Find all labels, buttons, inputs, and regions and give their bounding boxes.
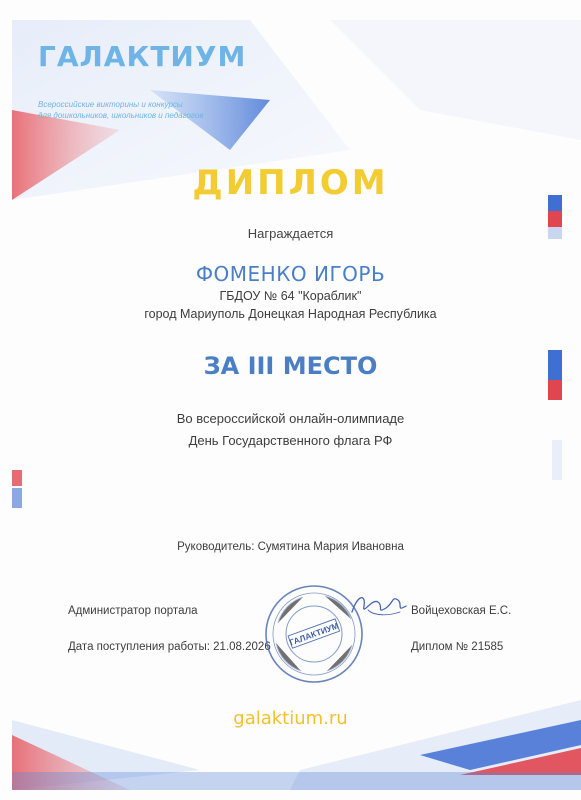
recipient-name: ФОМЕНКО ИГОРЬ [195,262,386,286]
website-link[interactable]: galaktium.ru [233,708,348,729]
recipient-organization: ГБДОУ № 64 "Кораблик" [219,289,362,303]
diploma-title: ДИПЛОМ [192,163,389,203]
admin-label: Администратор портала [68,605,198,617]
logo-subtitle-line1: Всероссийские викторины и конкурсы [38,100,183,109]
signature [348,588,410,624]
admin-name: Войцеховская Е.С. [411,605,512,617]
award-place: ЗА III МЕСТО [203,352,378,380]
event-line-1: Во всероссийской онлайн-олимпиаде [176,411,405,426]
submission-date: Дата поступления работы: 21.08.2026 [68,641,271,653]
logo-title: ГАЛАКТИУМ [38,40,247,73]
recipient-city: город Мариуполь Донецкая Народная Республика [144,307,437,321]
event-line-2: День Государственного флага РФ [188,433,393,448]
stamp-center-text: ГАЛАКТИУМ [287,620,341,648]
logo-subtitle-line2: для дошкольников, школьников и педагогов [38,111,204,120]
awarded-label: Награждается [247,226,334,241]
logo [26,28,247,120]
leader-line: Руководитель: Сумятина Мария Ивановна [177,541,404,553]
diploma-number: Диплом № 21585 [411,641,504,653]
